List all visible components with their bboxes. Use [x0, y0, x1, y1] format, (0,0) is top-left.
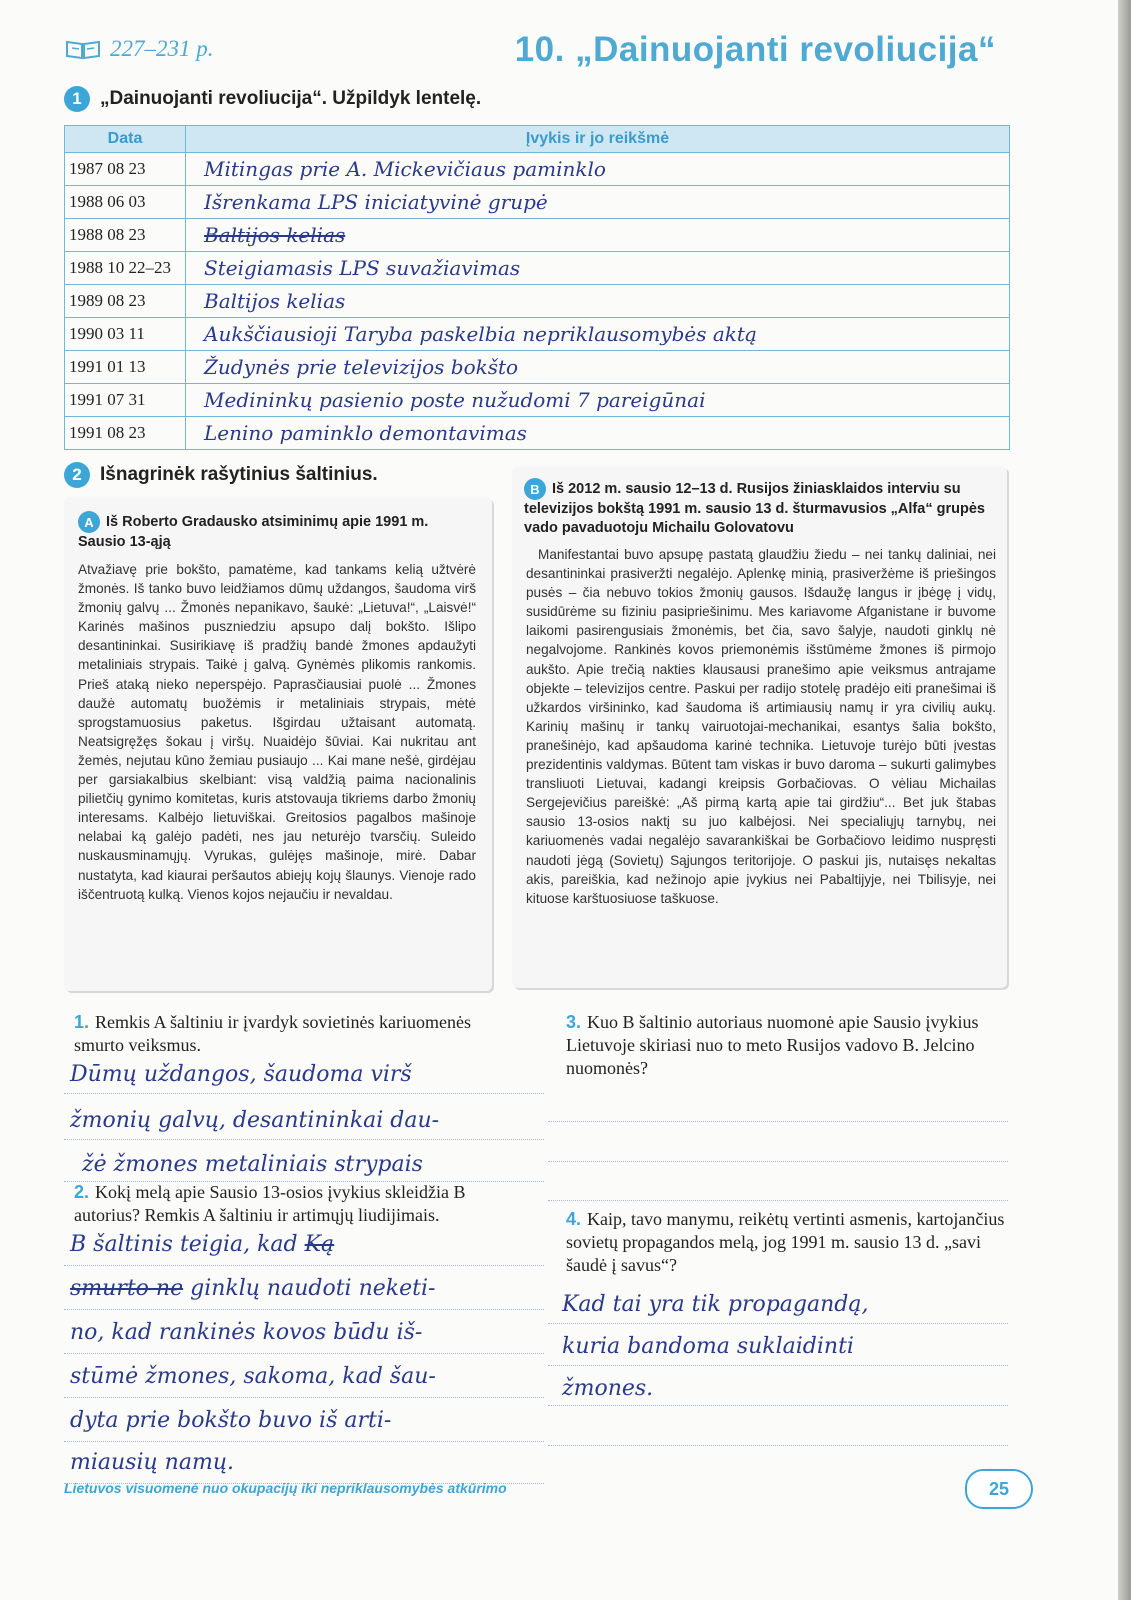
row-date: 1989 08 23	[65, 285, 186, 318]
page-edge-shadow	[1118, 0, 1131, 1600]
answer-line	[548, 1365, 1008, 1366]
answer-line[interactable]	[548, 1121, 1008, 1122]
question-3-number: 3.	[566, 1012, 582, 1032]
question-1	[74, 1011, 514, 1057]
row-event[interactable]: Medininkų pasienio poste nužudomi 7 pareigūnai	[186, 384, 1010, 417]
row-event[interactable]: Žudynės prie televizijos bokšto	[186, 351, 1010, 384]
answer-line[interactable]	[548, 1200, 1008, 1201]
row-event[interactable]: Aukščiausioji Taryba paskelbia nepriklausomybės aktą	[186, 318, 1010, 351]
answer-2-line-4[interactable]: stūmė žmones, sakoma, kad šau-	[70, 1364, 436, 1389]
row-date: 1990 03 11	[65, 318, 186, 351]
answer-2-crossed-word: Ką	[304, 1232, 335, 1257]
table-row	[65, 252, 1010, 285]
task2-heading	[64, 462, 378, 488]
source-b-title: Iš 2012 m. sausio 12–13 d. Rusijos žiniasklaidos interviu su televizijos bokštą 1991 m. sausio 13 d. šturmavusios „Alfa“ grupės vado pavaduotoju Michailu Golovatovu	[524, 480, 985, 536]
textbook-pages-ref	[64, 36, 214, 62]
answer-2-line-2[interactable]	[70, 1276, 435, 1301]
source-b-heading	[524, 478, 1000, 538]
task1-number: 1	[64, 86, 90, 112]
source-a-heading	[78, 511, 478, 552]
question-3	[566, 1011, 1006, 1080]
answer-2-line-6[interactable]: miausių namų.	[70, 1450, 234, 1475]
answer-line[interactable]	[548, 1161, 1008, 1162]
task2-text: Išnagrinėk rašytinius šaltinius.	[100, 464, 378, 485]
table-row	[65, 186, 1010, 219]
answer-2-crossed-phrase: smurto ne	[70, 1276, 184, 1301]
question-2	[74, 1181, 514, 1227]
task2-number: 2	[64, 462, 90, 488]
table-row	[65, 219, 1010, 252]
answer-2-text-2: ginklų naudoti neketi-	[190, 1276, 436, 1301]
question-2-text: Kokį melą apie Sausio 13-osios įvykius skleidžia B autorius? Remkis A šaltiniu ir artimųjų liudijimais.	[74, 1182, 466, 1225]
row-date: 1988 06 03	[65, 186, 186, 219]
row-event[interactable]: Steigiamasis LPS suvažiavimas	[186, 252, 1010, 285]
answer-4-line-1[interactable]: Kad tai yra tik propagandą,	[562, 1292, 869, 1317]
row-date: 1991 08 23	[65, 417, 186, 450]
answer-2-line-1[interactable]	[70, 1232, 334, 1257]
answer-1-line-2[interactable]: žmonių galvų, desantininkai dau-	[70, 1108, 440, 1133]
row-event[interactable]: Išrenkama LPS iniciatyvinė grupė	[186, 186, 1010, 219]
answer-4-line-3[interactable]: žmones.	[562, 1376, 654, 1401]
source-b-box	[512, 466, 1007, 988]
answer-line	[64, 1353, 544, 1354]
row-event[interactable]: Lenino paminklo demontavimas	[186, 417, 1010, 450]
task1-text: „Dainuojanti revoliucija“. Užpildyk lentelę.	[100, 88, 482, 109]
source-a-box	[64, 497, 492, 991]
answer-line	[64, 1139, 544, 1140]
task1-heading	[64, 86, 481, 112]
book-icon	[64, 38, 102, 60]
answer-line	[548, 1323, 1008, 1324]
page-number: 25	[965, 1469, 1033, 1509]
answer-1-line-1[interactable]: Dūmų uždangos, šaudoma virš	[70, 1062, 412, 1087]
table-row	[65, 318, 1010, 351]
source-b-text: Manifestantai buvo apsupę pastatą glaudžiu žiedu – nei tankų daliniai, nei desantininkai prasiveržti negalėjo. Aplenkę minią, prasiveržėme iš priešingos pusės – čia nebuvo tokios žmonių gausos. Išdaužę langus ir įbėgę į vidų, susidūrėme su fiziniu pasipriešinimu. Mes kariavome Afganistane ir buvome laikomi pasirengusiais žmonėmis, bet čia, savo šalyje, naudoti ginklų nė negalvojome. Rankinės kovos priemonėmis išstūmėme žmones iš pirmojo aukšto. Apie trečią nakties klausausi pranešimo apie veiksmus antrajame objekte – televizijos centre. Paskui per radijo stotelę pradėjo eiti pranešimai iš užkardos viršininko, kad šaudoma iš artimiausių namų ir yra civilių aukų. Karinių mašinų ir tankų vairuotojai-mechanikai, esantys šalia bokšto, pranešinėjo, kad apšaudoma karinė technika. Lietuvoje turėjo būti įvestas prezidentinis valdymas. Būtent tam viskas ir buvo daroma – sukurti galimybes transliuoti Lietuvai, kadangi kreipsis Gorbačiovas. O vėliau Michailas Sergejevičius pareiškė: „Aš pirmą kartą apie tai girdžiu“... Bet juk štabas sausio 13-osios naktį su juo kalbėjosi. Nei specialiųjų tarnybų, nei kariuomenės vadai negalėjo savarankiškai be Gorbačiovo leidimo nuspręsti naudoti jėgą (Sovietų) Sąjungos teritorijoje. O paskui jis, nutaisęs nekaltas akis, pareiškia, kad nežinojo apie įvykius nei Pabaltijyje, nei Tbilisyje, nei kituose karštuosiuose taškuose.	[526, 547, 996, 906]
row-date: 1988 10 22–23	[65, 252, 186, 285]
row-date: 1988 08 23	[65, 219, 186, 252]
col-event-header: Įvykis ir jo reikšmė	[186, 126, 1010, 153]
row-event[interactable]: Mitingas prie A. Mickevičiaus paminklo	[186, 153, 1010, 186]
source-a-title: Iš Roberto Gradausko atsiminimų apie 1991 m. Sausio 13-ąją	[78, 513, 429, 550]
answer-line	[548, 1445, 1008, 1446]
answer-2-line-5[interactable]: dyta prie bokšto buvo iš arti-	[70, 1408, 392, 1433]
answer-4-line-2[interactable]: kuria bandoma suklaidinti	[562, 1334, 854, 1359]
answer-line	[64, 1265, 544, 1266]
source-a-badge: A	[78, 511, 100, 533]
answer-line	[64, 1093, 544, 1094]
question-1-text: Remkis A šaltiniu ir įvardyk sovietinės kariuomenės smurto veiksmus.	[74, 1012, 471, 1055]
answer-2-line-3[interactable]: no, kad rankinės kovos būdu iš-	[70, 1320, 423, 1345]
table-row	[65, 285, 1010, 318]
answer-line	[64, 1441, 544, 1442]
row-date: 1991 01 13	[65, 351, 186, 384]
question-1-number: 1.	[74, 1012, 90, 1032]
answer-2-text-1: B šaltinis teigia, kad	[70, 1232, 298, 1257]
row-event[interactable]: Baltijos kelias	[186, 285, 1010, 318]
table-row	[65, 417, 1010, 450]
answer-line	[64, 1309, 544, 1310]
row-date: 1987 08 23	[65, 153, 186, 186]
col-date-header: Data	[65, 126, 186, 153]
answer-line	[548, 1405, 1008, 1406]
table-row	[65, 384, 1010, 417]
question-4-text: Kaip, tavo manymu, reikėtų vertinti asmenis, kartojančius sovietų propagandos melą, jog 1991 m. sausio 13 d. „savi šaudė į savus“?	[566, 1209, 1005, 1275]
source-b-badge: B	[524, 478, 546, 500]
source-a-text: Atvažiavę prie bokšto, pamatėme, kad tankams kelią užtvėrė žmonės. Iš tanko buvo leidžiamos dūmų uždangos, šaudoma virš žmonių galvų ... Žmonės nepanikavo, šaukė: „Lietuva!“, „Laisvė!“ Karinės mašinos puszniedziu apsupo dalį bokšto. Išlipo desantininkai. Susirikiavę iš pradžių bandė žmones apdaužyti metaliniais strypais. Taikė į galvą. Gynėmės plikomis rankomis. Prieš ataką nieko neperspėjo. Paprasčiausiai puolė ... Žmones daužė automatų buožėmis ir metaliniais strypais, mėtė sprogstamuosius paketus. Išgirdau užtaisant automatą. Neatsigręžęs šokau į viršų. Nuaidėjo šūviai. Kai nukritau ant žemės, nejutau kūno žemiau pusiaujo ... Kai mane nešė, girdėjau per garsiakalbius skelbiant: visą valdžią paima nacionalinis pilietčių gynimo komitetas, kuris atstovauja tikriems darbo žmonių interesams. Kalbėjo lietuviškai. Greitosios pagalbos mašinoje nelabai ką galėjo padėti, nes jau neturėjo tvarsčių. Suleido nuskausminamųjų. Vyrukas, gulėjęs mašinoje, mirė. Dabar nustatyta, kad kiaurai peršautos abiejų kojų šlaunys. Vienoje rado iščentruotą kulką. Vienos kojos nejaučiu ir nevaldau.	[78, 562, 476, 902]
question-2-number: 2.	[74, 1182, 90, 1202]
answer-1-line-3[interactable]: žė žmones metaliniais strypais	[82, 1152, 423, 1177]
question-4	[566, 1208, 1006, 1277]
row-date: 1991 07 31	[65, 384, 186, 417]
events-table	[64, 125, 1010, 450]
table-row	[65, 351, 1010, 384]
question-4-number: 4.	[566, 1209, 582, 1229]
footer-text: Lietuvos visuomenė nuo okupacijų iki nepriklausomybės atkūrimo	[64, 1480, 507, 1496]
page-title: 10. „Dainuojanti revoliucija“	[514, 30, 996, 69]
table-row	[65, 153, 1010, 186]
pages-text: 227–231 p.	[110, 36, 214, 61]
question-3-text: Kuo B šaltinio autoriaus nuomonė apie Sausio įvykius Lietuvoje skiriasi nuo to meto Rusijos vadovo B. Jelcino nuomonės?	[566, 1012, 979, 1078]
answer-line	[64, 1397, 544, 1398]
row-event-crossed[interactable]: Baltijos kelias	[186, 219, 1010, 252]
